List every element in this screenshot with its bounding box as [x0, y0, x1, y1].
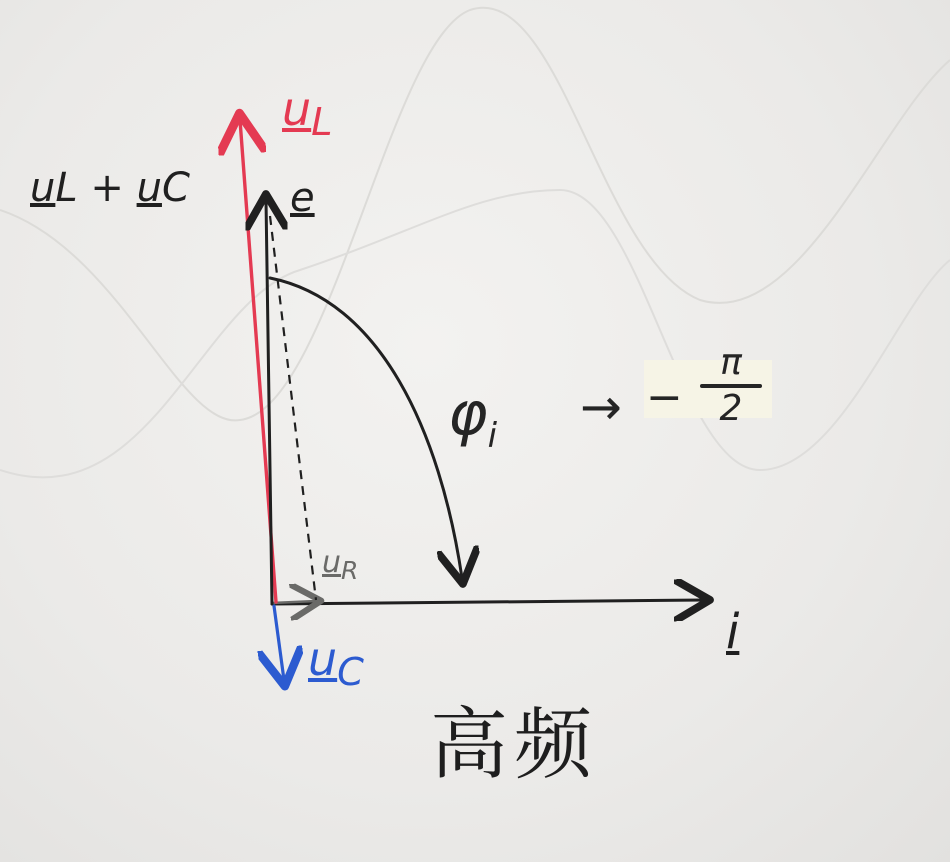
paper-wave-1 — [0, 8, 950, 421]
u-r-label: $u_R$ — [322, 545, 359, 585]
u-c-label: $u_C$ — [308, 632, 364, 696]
i-label: i — [726, 604, 740, 660]
fraction-denominator: 2 — [719, 387, 743, 429]
u-l-plus-u-c-label: uL + uC — [30, 165, 190, 211]
phase-arrow-glyph: → — [580, 378, 622, 436]
phase-rotation-arrow — [270, 278, 462, 578]
diagram-title: 高频 — [430, 700, 599, 790]
fraction-numerator: π — [720, 342, 742, 383]
e-label: e — [290, 175, 315, 221]
phase-fraction — [696, 344, 766, 428]
phase-minus: − — [646, 372, 683, 423]
i-vector — [272, 600, 704, 604]
u-l-label: $u_L$ — [282, 82, 333, 146]
dashed-projection — [270, 216, 316, 600]
u-c-vector — [274, 606, 284, 680]
phase-label: $\varphi_i$ — [448, 379, 498, 456]
